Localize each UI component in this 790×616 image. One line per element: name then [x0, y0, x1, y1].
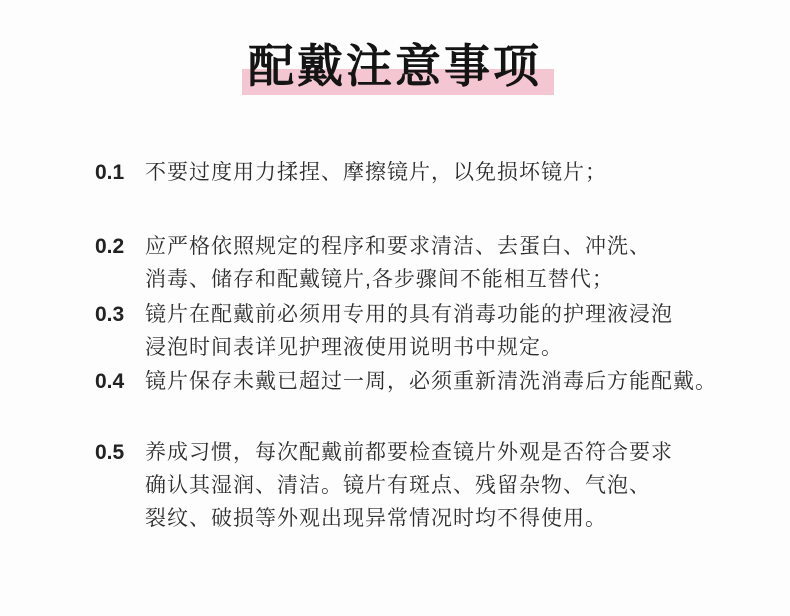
item-number: 0.1	[95, 161, 125, 184]
item-text	[145, 298, 735, 364]
item-number: 0.4	[95, 370, 125, 393]
item-text-line: 不要过度用力揉捏、摩擦镜片，以免损坏镜片；	[145, 161, 607, 184]
precaution-item	[95, 156, 735, 189]
page-title-text: 配戴注意事项	[248, 40, 542, 92]
item-text-line: 应严格依照规定的程序和要求清洁、去蛋白、冲洗、	[145, 235, 651, 258]
item-text-line: 镜片保存未戴已超过一周，必须重新清洗消毒后方能配戴。	[145, 370, 717, 393]
item-text-line: 养成习惯，每次配戴前都要检查镜片外观是否符合要求	[145, 441, 673, 464]
item-text-line: 浸泡时间表详见护理液使用说明书中规定。	[145, 336, 563, 359]
item-text-line: 确认其湿润、清洁。镜片有斑点、残留杂物、气泡、	[145, 474, 651, 497]
item-text	[145, 230, 735, 296]
precaution-item	[95, 230, 735, 296]
item-number: 0.5	[95, 441, 125, 464]
item-number: 0.3	[95, 303, 125, 326]
item-text-line: 裂纹、破损等外观出现异常情况时均不得使用。	[145, 507, 607, 530]
item-text	[145, 365, 735, 398]
precaution-item	[95, 298, 735, 364]
item-text-line: 镜片在配戴前必须用专用的具有消毒功能的护理液浸泡	[145, 303, 673, 326]
page-title	[244, 38, 546, 96]
precaution-item	[95, 365, 735, 398]
precaution-item	[95, 436, 735, 535]
item-text-line: 消毒、储存和配戴镜片,各步骤间不能相互替代；	[145, 268, 614, 291]
item-text	[145, 156, 735, 189]
item-text	[145, 436, 735, 535]
item-number: 0.2	[95, 235, 125, 258]
precautions-list	[95, 156, 735, 536]
title-row	[0, 38, 790, 96]
